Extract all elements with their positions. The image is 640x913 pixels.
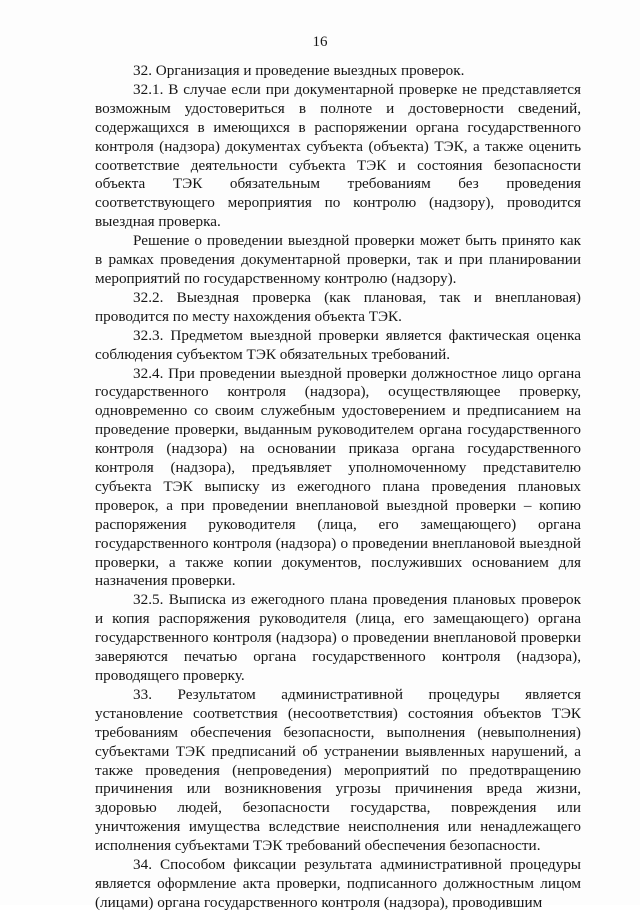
paragraph-32-1: 32.1. В случае если при документарной проверке не представляется возможным удостовериться в полноте и достоверности сведений, содержащихся в имеющихся в распоряжении органа государственного контроля (надзора) документах субъекта (объекта) ТЭК, а также оценить соответствие деятельности субъекта ТЭК и состояния безопасности объекта ТЭК обязательным требованиям без проведения соответствующего мероприятия по контролю (надзору), проводится выездная проверка. <box>95 80 581 231</box>
page-number: 16 <box>312 34 328 50</box>
paragraph-32-3: 32.3. Предметом выездной проверки является фактическая оценка соблюдения субъектом ТЭК обязательных требований. <box>95 326 581 363</box>
paragraph-33: 33. Результатом административной процедуры является установление соответствия (несоответствия) состояния объектов ТЭК требованиям обеспечения безопасности, выполнения (невыполнения) субъектами ТЭК предписаний об устранении выявленных нарушений, а также проведения (непроведения) мероприятий по предотвращению причинения или возникновения угрозы причинения вреда жизни, здоровью людей, безопасности государства, повреждения или уничтожения имущества вследствие неисполнения или ненадлежащего исполнения субъектами ТЭК требований обеспечения безопасности. <box>95 685 581 855</box>
paragraph-32-5: 32.5. Выписка из ежегодного плана проведения плановых проверок и копия распоряжения руководителя (лица, его замещающего) органа государственного контроля (надзора) о проведении внеплановой проверки заверяются печатью органа государственного контроля (надзора), проводящего проверку. <box>95 591 581 684</box>
paragraph-32-4: 32.4. При проведении выездной проверки должностное лицо органа государственного контроля (надзора), осуществляющее проверку, одновременно со своим служебным удостоверением и предписанием на проведение проверки, выданным руководителем органа государственного контроля (надзора) на основании приказа органа государственного контроля (надзора), предъявляет уполномоченному представителю субъекта ТЭК выписку из ежегодного плана проведения плановых проверок, а при проведении внеплановой выездной проверки – копию распоряжения руководителя (лица, его замещающего) органа государственного контроля (надзора) о проведении внеплановой выездной проверки, а также копии документов, послуживших основанием для назначения проверки. <box>95 364 581 590</box>
paragraph-32-2: 32.2. Выездная проверка (как плановая, так и внеплановая) проводится по месту нахождения объекта ТЭК. <box>95 288 581 325</box>
document-body <box>95 62 581 913</box>
paragraph-32-heading: 32. Организация и проведение выездных проверок. <box>133 62 465 79</box>
paragraph-32-1-decision: Решение о проведении выездной проверки может быть принято как в рамках проведения документарной проверки, так и при планировании мероприятий по государственному контролю (надзору). <box>95 232 581 287</box>
paragraph-34: 34. Способом фиксации результата административной процедуры является оформление акта проверки, подписанного должностным лицом (лицами) органа государственного контроля (надзора), проводившим <box>95 856 581 911</box>
